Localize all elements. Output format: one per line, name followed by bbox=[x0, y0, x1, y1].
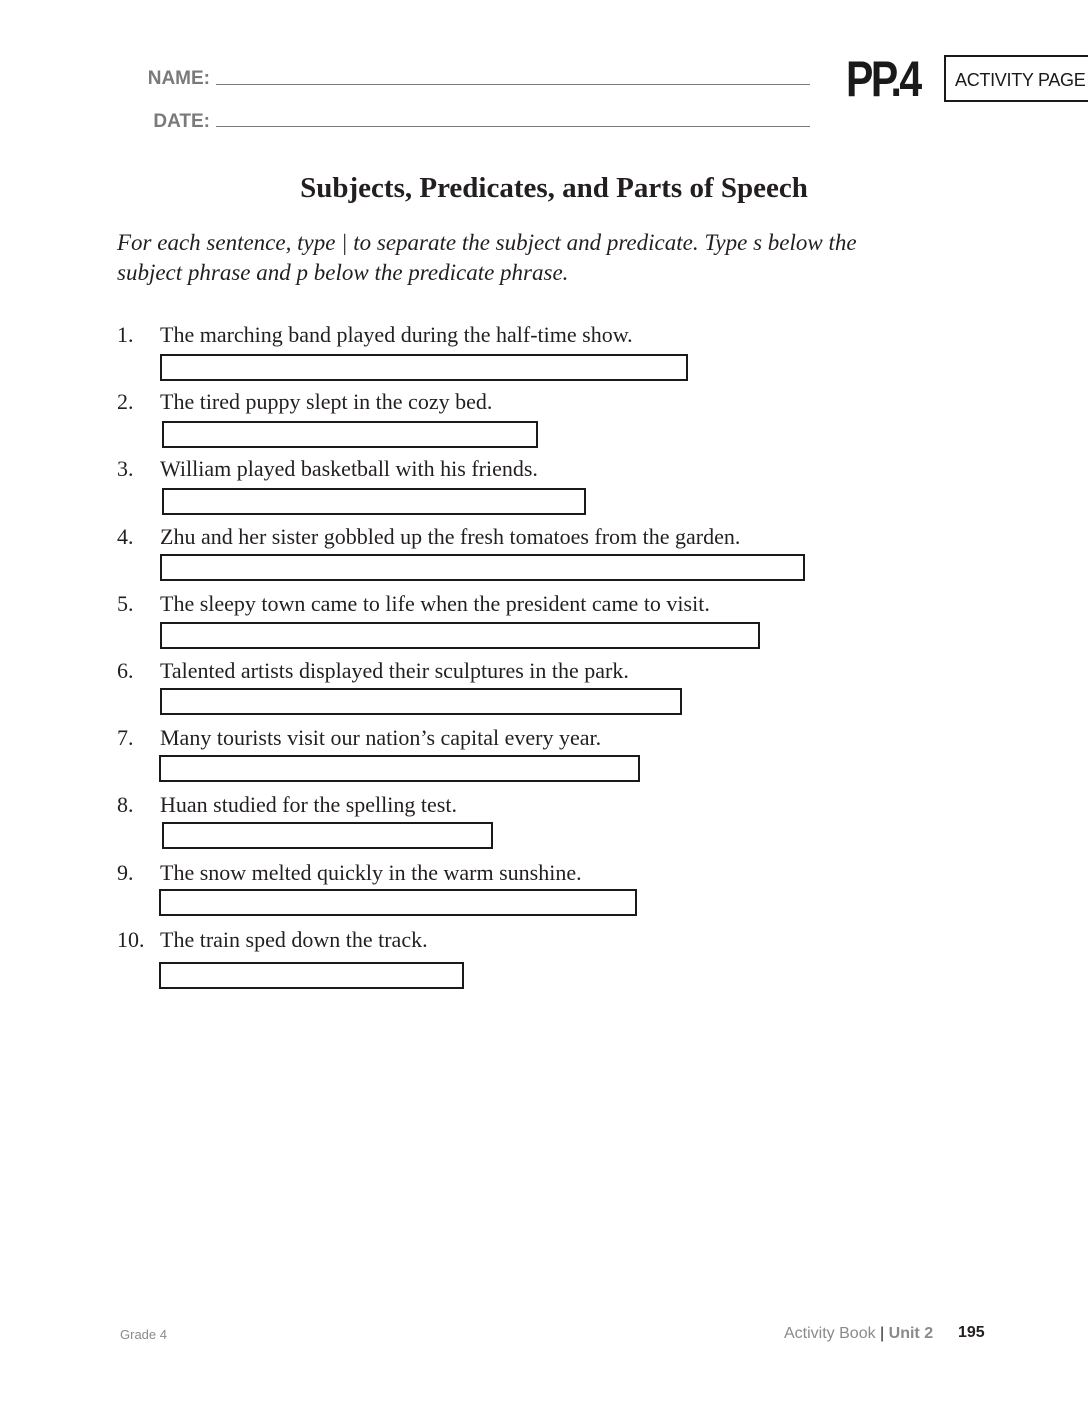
item-sentence: Huan studied for the spelling test. bbox=[160, 792, 457, 817]
footer-separator: | bbox=[875, 1325, 889, 1342]
name-label: NAME: bbox=[147, 68, 210, 89]
item-sentence: William played basketball with his friends. bbox=[160, 456, 538, 481]
item-number: 6. bbox=[117, 658, 134, 683]
item-number: 8. bbox=[117, 792, 134, 817]
item-sentence: The train sped down the track. bbox=[160, 927, 428, 952]
footer-book-info bbox=[784, 1325, 933, 1343]
item-number: 3. bbox=[117, 456, 134, 481]
item-sentence: The marching band played during the half-time show. bbox=[160, 322, 633, 347]
item-number: 4. bbox=[117, 524, 134, 549]
activity-code: PP.4 bbox=[846, 51, 920, 107]
item-sentence: Talented artists displayed their sculptures in the park. bbox=[160, 658, 629, 683]
answer-box[interactable] bbox=[160, 622, 760, 649]
item-number: 10. bbox=[117, 927, 145, 952]
answer-box[interactable] bbox=[160, 554, 805, 581]
instructions: For each sentence, type | to separate the subject and predicate. Type s below the subject phrase and p below the predicate phrase. bbox=[117, 230, 857, 285]
answer-box[interactable] bbox=[160, 688, 682, 715]
footer-grade: Grade 4 bbox=[120, 1327, 167, 1342]
date-line[interactable] bbox=[216, 126, 810, 127]
page-title: Subjects, Predicates, and Parts of Speech bbox=[300, 172, 808, 204]
item-sentence: The sleepy town came to life when the president came to visit. bbox=[160, 591, 710, 616]
answer-box[interactable] bbox=[162, 822, 493, 849]
answer-box[interactable] bbox=[160, 354, 688, 381]
item-number: 2. bbox=[117, 389, 134, 414]
date-label: DATE: bbox=[153, 111, 210, 132]
answer-box[interactable] bbox=[159, 962, 464, 989]
activity-page-tag bbox=[944, 55, 1088, 102]
footer-unit: Unit 2 bbox=[888, 1325, 934, 1342]
answer-box[interactable] bbox=[159, 755, 640, 782]
answer-box[interactable] bbox=[162, 488, 586, 515]
item-sentence: The snow melted quickly in the warm sunshine. bbox=[160, 860, 582, 885]
item-number: 5. bbox=[117, 591, 134, 616]
item-sentence: Many tourists visit our nation’s capital every year. bbox=[160, 725, 602, 750]
answer-box[interactable] bbox=[162, 421, 538, 448]
item-number: 9. bbox=[117, 860, 134, 885]
name-line[interactable] bbox=[216, 84, 810, 85]
item-sentence: The tired puppy slept in the cozy bed. bbox=[160, 389, 493, 414]
item-number: 1. bbox=[117, 322, 134, 347]
page-number: 195 bbox=[958, 1324, 985, 1341]
answer-box[interactable] bbox=[159, 889, 637, 916]
footer-book: Activity Book bbox=[784, 1325, 876, 1342]
item-sentence: Zhu and her sister gobbled up the fresh tomatoes from the garden. bbox=[160, 524, 741, 549]
activity-page-tag-label: ACTIVITY PAGE bbox=[955, 70, 1086, 90]
item-number: 7. bbox=[117, 725, 134, 750]
